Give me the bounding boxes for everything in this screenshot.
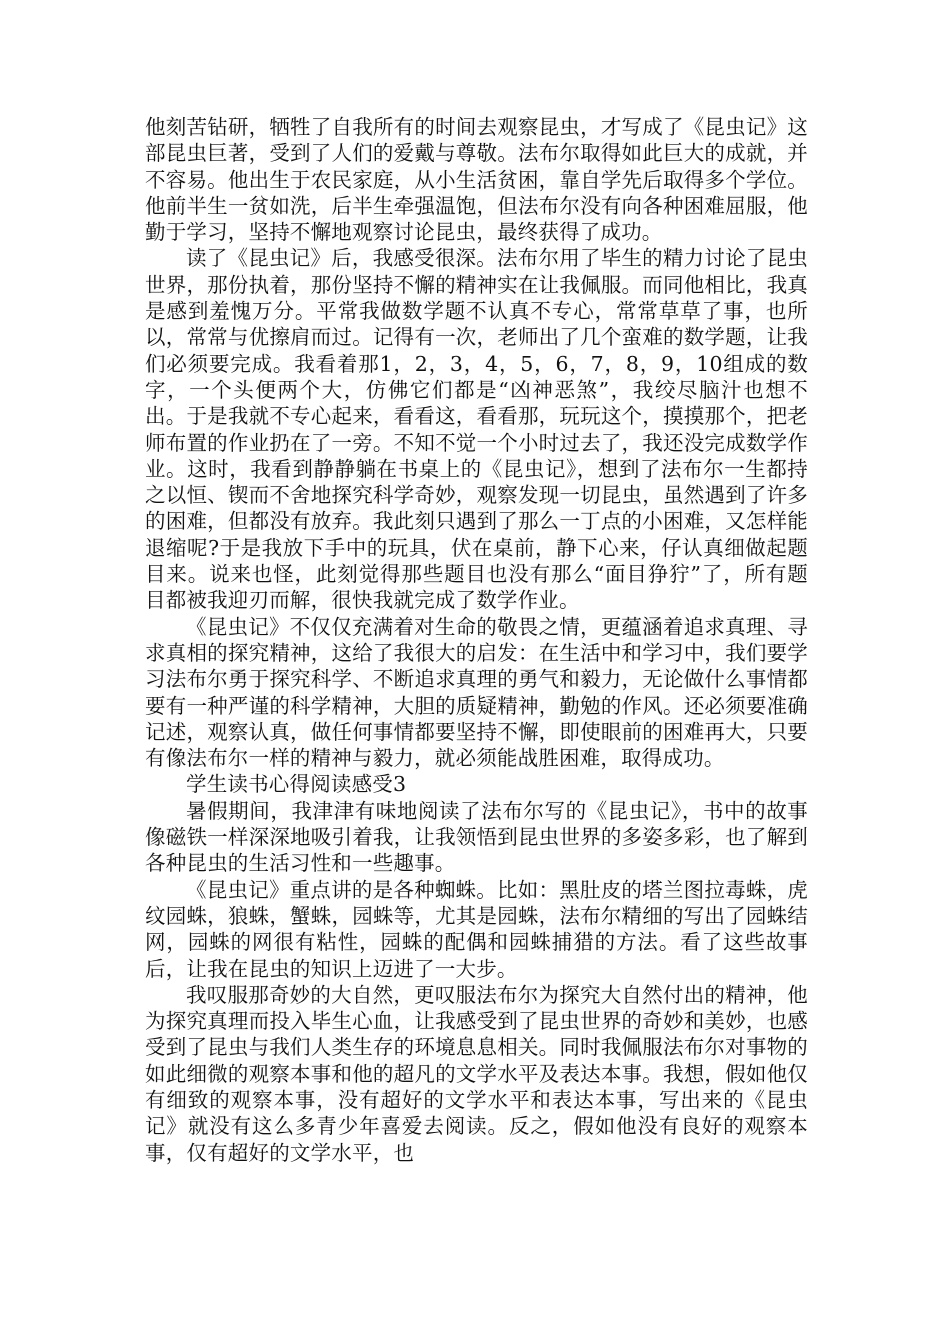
paragraph-5: 《昆虫记》重点讲的是各种蜘蛛。比如：黑肚皮的塔兰图拉毒蛛，虎纹园蛛，狼蛛，蟹蛛，园蛛等，尤其是园蛛，法布尔精细的写出了园蛛结网，园蛛的网很有粘性，园蛛的配偶和园蛛捕猎的方法。看了这些故事后，让我在昆虫的知识上迈进了一大步。	[145, 877, 808, 981]
paragraph-4: 暑假期间，我津津有味地阅读了法布尔写的《昆虫记》，书中的故事像磁铁一样深深地吸引着我，让我领悟到昆虫世界的多姿多彩，也了解到各种昆虫的生活习性和一些趣事。	[145, 798, 808, 876]
paragraph-2: 读了《昆虫记》后，我感受很深。法布尔用了毕生的精力讨论了昆虫世界，那份执着，那份坚持不懈的精神实在让我佩服。而同他相比，我真是感到羞愧万分。平常我做数学题不认真不专心，常常草草了事，也所以，常常与优擦肩而过。记得有一次，老师出了几个蛮难的数学题，让我们必须要完成。我看着那1，2，3，4，5，6，7，8，9，10组成的数字，一个头便两个大，仿佛它们都是“凶神恶煞”，我绞尽脑汁也想不出。于是我就不专心起来，看看这，看看那，玩玩这个，摸摸那个，把老师布置的作业扔在了一旁。不知不觉一个小时过去了，我还没完成数学作业。这时，我看到静静躺在书桌上的《昆虫记》，想到了法布尔一生都持之以恒、锲而不舍地探究科学奇妙，观察发现一切昆虫，虽然遇到了许多的困难，但都没有放弃。我此刻只遇到了那么一丁点的小困难，又怎样能退缩呢?于是我放下手中的玩具，伏在桌前，静下心来，仔认真细做起题目来。说来也怪，此刻觉得那些题目也没有那么“面目狰狞”了，所有题目都被我迎刃而解，很快我就完成了数学作业。	[145, 246, 808, 613]
paragraph-1: 他刻苦钻研，牺牲了自我所有的时间去观察昆虫，才写成了《昆虫记》这部昆虫巨著，受到了人们的爱戴与尊敬。法布尔取得如此巨大的成就，并不容易。他出生于农民家庭，从小生活贫困，靠自学先后取得多个学位。他前半生一贫如洗，后半生牵强温饱，但法布尔没有向各种困难屈服，他勤于学习，坚持不懈地观察讨论昆虫，最终获得了成功。	[145, 115, 808, 245]
document-page	[145, 114, 808, 1166]
paragraph-6: 我叹服那奇妙的大自然，更叹服法布尔为探究大自然付出的精神，他为探究真理而投入毕生心血，让我感受到了昆虫世界的奇妙和美妙，也感受到了昆虫与我们人类生存的环境息息相关。同时我佩服法布尔对事物的如此细微的观察本事和他的超凡的文学水平及表达本事。我想，假如他仅有细致的观察本事，没有超好的文学水平和表达本事，写出来的《昆虫记》就没有这么多青少年喜爱去阅读。反之，假如他没有良好的观察本事，仅有超好的文学水平，也	[145, 982, 808, 1165]
section-heading: 学生读书心得阅读感受3	[186, 772, 407, 797]
paragraph-3: 《昆虫记》不仅仅充满着对生命的敬畏之情，更蕴涵着追求真理、寻求真相的探究精神，这给了我很大的启发：在生活中和学习中，我们要学习法布尔勇于探究科学、不断追求真理的勇气和毅力，无论做什么事情都要有一种严谨的科学精神，大胆的质疑精神，勤勉的作风。还必须要准确记述，观察认真，做任何事情都要坚持不懈，即使眼前的困难再大，只要有像法布尔一样的精神与毅力，就必须能战胜困难，取得成功。	[145, 614, 808, 771]
